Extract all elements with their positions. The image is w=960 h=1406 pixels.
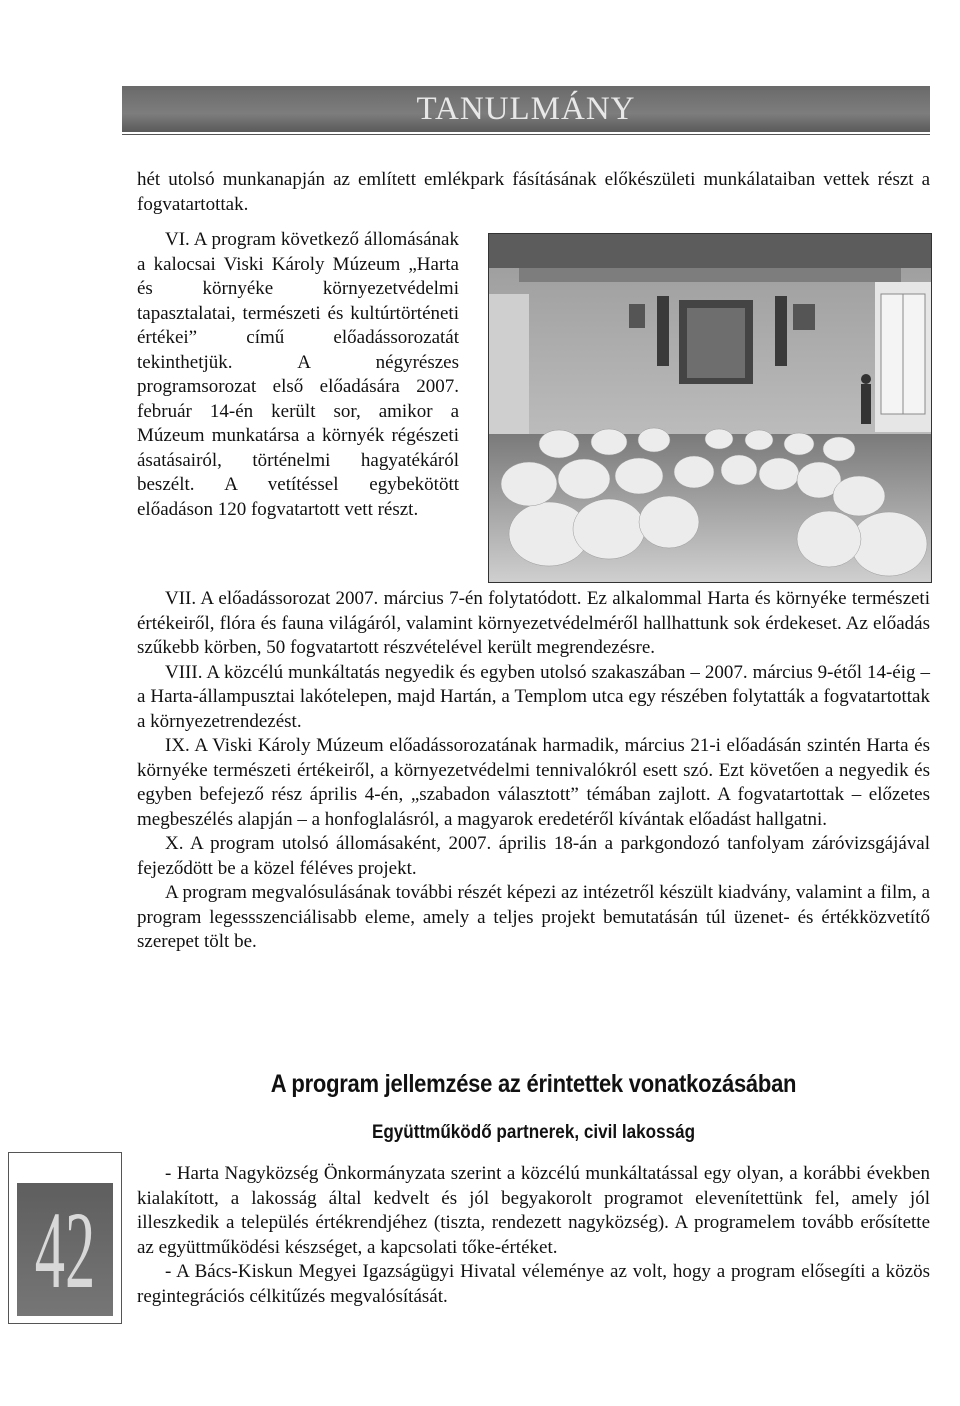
paragraph-continuation bbox=[137, 168, 930, 217]
page-number: 42 bbox=[34, 1188, 96, 1311]
paragraphs-section bbox=[137, 1162, 930, 1309]
section-subheading: Együttműködő partnerek, civil lakosság bbox=[371, 1122, 696, 1143]
section-header-band bbox=[122, 86, 930, 132]
lecture-hall-photo-graphic bbox=[489, 234, 931, 582]
text-p-top: hét utolsó munkanapján az említett emlékpark fásításának előkészületi munkálataiban vettek részt a fogvatartottak. bbox=[137, 169, 930, 215]
text-p-vi: VI. A program következő állomásának a kalocsai Viski Károly Múzeum „Harta és környéke környezetvédelmi tapasztalatai, természeti és kultúrtörténeti értékei” című előadássorozatát tekinthetjük. A négyrészes programsorozat első előadására 2007. február 14-én került sor, amikor a Múzeum munkatársa a környék régészeti ásatásairól, történelmi hagyatékáról beszélt. A vetítéssel egybekötött előadáson 120 fogvatartott vett részt. bbox=[137, 229, 459, 520]
text-section-p2: - A Bács-Kiskun Megyei Igazságügyi Hivatal véleménye az volt, hogy a program elősegíti a közös regintegrációs célkitűzés megvalósítását. bbox=[137, 1261, 930, 1307]
text-p-x: X. A program utolsó állomásaként, 2007. április 18-án a parkgondozó tanfolyam záróvizsgájával fejeződött be a közel féléves projekt. bbox=[137, 833, 930, 879]
page-number-box bbox=[17, 1183, 113, 1316]
text-section-p1: - Harta Nagyközség Önkormányzata szerint a közcélú munkáltatással egy olyan, a korábbi években kialakított, a lakosság által kedvelt és jól begyakorolt programot elevenítettünk fel, amely jól illeszkedik a település értékrendjéhez (tiszta, rendezett nagyközség). A programelem tovább erősítette az együttműködési készséget, a kapcsolati tőke-értéket. bbox=[137, 1163, 930, 1258]
text-p-program: A program megvalósulásának további részét képezi az intézetről készült kiadvány, valamint a film, a program legessszenciálisabb eleme, amely a teljes projekt bemutatásán túl üzenet- és értékközvetítő szerepet tölt be. bbox=[137, 882, 930, 952]
text-p-ix: IX. A Viski Károly Múzeum előadássorozatának harmadik, március 21-i előadásán szintén Harta és környéke természeti értékeiről, a környezetvédelmi tennivalókról esett szó. Ezt követően a negyedik és egyben befejező rész április 4-én, „szabadon választott” témában zajlott. A fogvatartottak – előzetes megbeszélés alapján – a honfoglalásról, a magyarok eredetéről kívántak előadást hallgatni. bbox=[137, 735, 930, 830]
header-rule bbox=[122, 134, 930, 135]
text-p-vii: VII. A előadássorozat 2007. március 7-én folytatódott. Ez alkalommal Harta és környéke természeti értékeiről, flóra és fauna világáról, valamint környezetvédelméről hallhattunk sok érdekeset. Az előadás szűkebb körben, 50 fogvatartott részvételével került megrendezésre. bbox=[137, 588, 930, 658]
section-heading: A program jellemzése az érintettek vonatkozásában bbox=[270, 1070, 797, 1098]
paragraphs-main bbox=[137, 587, 930, 955]
section-header-title: TANULMÁNY bbox=[416, 90, 636, 127]
text-p-viii: VIII. A közcélú munkáltatás negyedik és egyben utolsó szakaszában – 2007. március 9-étől 14-éig – a Harta-állampusztai lakótelepen, majd Hartán, a Templom utca egy részében folytatták a fogvatartottak a környezetrendezést. bbox=[137, 661, 930, 732]
paragraph-vi bbox=[137, 228, 459, 522]
lecture-hall-photo bbox=[488, 233, 932, 583]
